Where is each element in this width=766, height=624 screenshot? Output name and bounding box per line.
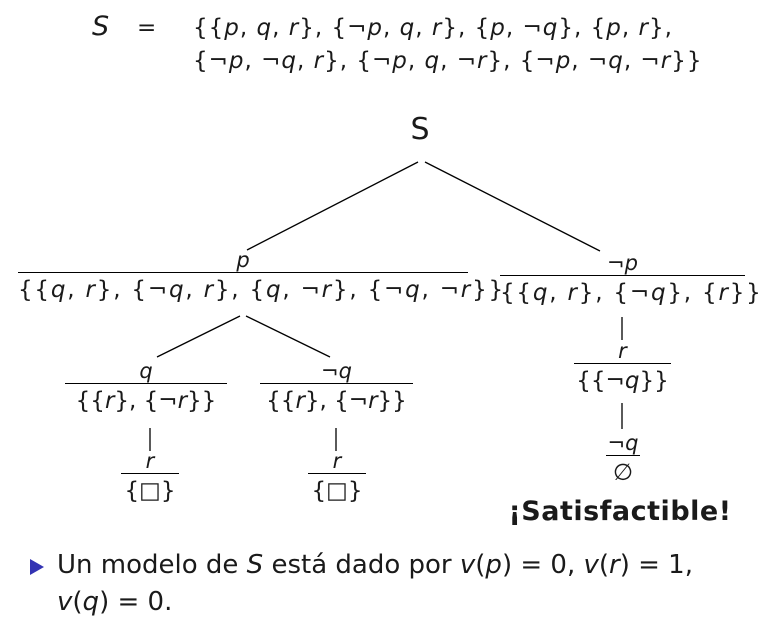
- branch-literal-r-right: r: [618, 339, 627, 363]
- branch-literal-not-p: ¬p: [607, 251, 638, 275]
- tree-root-label: S: [410, 112, 430, 147]
- tree-node-not-q: [260, 359, 413, 417]
- clause-set-not-p: {{q, r}, {¬q}, {r}}: [500, 275, 745, 309]
- clause-set-p: {{q, r}, {¬q, r}, {q, ¬r}, {¬q, ¬r}}: [18, 272, 468, 306]
- tree-node-r-right: [574, 339, 671, 397]
- empty-clause-set-left: {□}: [121, 473, 179, 507]
- tree-node-r-left: [121, 449, 179, 507]
- model-statement-line-1: Un modelo de S está dado por v(p) = 0, v(r) = 1,: [57, 550, 693, 580]
- branch-literal-q: q: [139, 359, 153, 383]
- tree-node-not-p: [500, 251, 763, 309]
- equation-lhs: S: [92, 11, 110, 42]
- empty-set-leaf: ∅: [606, 455, 640, 489]
- model-statement-line-2: v(q) = 0.: [57, 587, 173, 617]
- equation-equals: =: [137, 15, 157, 41]
- satisfiable-verdict: ¡Satisfactible!: [508, 496, 732, 527]
- equation-line-1: {{p, q, r}, {¬p, q, r}, {p, ¬q}, {p, r},: [193, 15, 673, 41]
- branch-literal-r-left: r: [145, 449, 155, 473]
- branch-literal-not-q-leaf: ¬q: [607, 431, 639, 455]
- branch-literal-r-mid: r: [332, 449, 342, 473]
- clause-set-r-right: {{¬q}}: [574, 363, 671, 397]
- empty-clause-set-mid: {□}: [308, 473, 366, 507]
- triangle-bullet-icon: [30, 559, 44, 575]
- tree-node-not-q-leaf: [606, 431, 640, 489]
- clause-set-q: {{r}, {¬r}}: [65, 383, 227, 417]
- tree-node-q: [65, 359, 227, 417]
- branch-literal-not-q: ¬q: [321, 359, 352, 383]
- tree-node-r-mid: [308, 449, 366, 507]
- branch-literal-p: p: [236, 248, 250, 272]
- equation-line-2: {¬p, ¬q, r}, {¬p, q, ¬r}, {¬p, ¬q, ¬r}}: [193, 48, 703, 74]
- clause-set-not-q: {{r}, {¬r}}: [260, 383, 413, 417]
- tree-node-p: [18, 248, 505, 306]
